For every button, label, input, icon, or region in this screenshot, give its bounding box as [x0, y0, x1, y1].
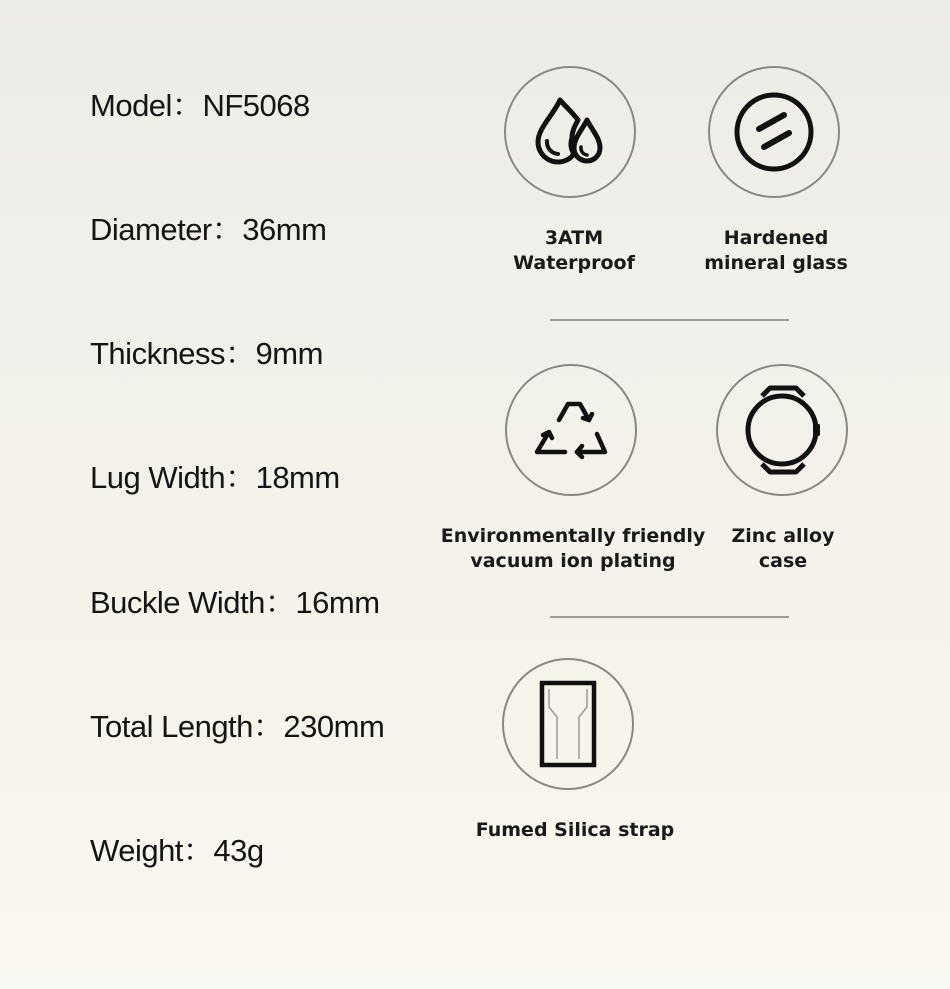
spec-value: 9mm	[255, 336, 323, 371]
strap-badge	[502, 658, 634, 790]
feature-line: mineral glass	[704, 252, 848, 274]
spec-total-length	[90, 701, 384, 746]
spec-value: 43g	[213, 833, 264, 868]
spec-label: Diameter：	[90, 212, 243, 247]
watch-case-icon	[740, 384, 824, 476]
feature-line: 3ATM	[544, 227, 604, 249]
plating-caption	[440, 524, 706, 574]
divider	[550, 319, 789, 321]
case-caption	[700, 524, 866, 574]
spec-label: Thickness：	[90, 336, 256, 371]
spec-model	[90, 80, 310, 125]
waterproof-badge	[504, 66, 636, 198]
spec-value: NF5068	[202, 88, 310, 123]
feature-line: Hardened	[723, 227, 829, 249]
spec-label: Buckle Width：	[90, 585, 296, 620]
spec-value: 18mm	[255, 460, 340, 495]
spec-label: Lug Width：	[90, 460, 256, 495]
spec-value: 16mm	[295, 585, 380, 620]
water-drops-icon	[530, 92, 610, 172]
spec-lug-width	[90, 452, 340, 497]
spec-weight	[90, 825, 264, 870]
feature-line: Fumed Silica strap	[475, 819, 675, 841]
spec-thickness	[90, 328, 323, 373]
spec-label: Weight：	[90, 833, 214, 868]
spec-value: 36mm	[242, 212, 327, 247]
waterproof-caption	[474, 226, 674, 276]
recycle-icon	[531, 390, 611, 470]
spec-label: Model：	[90, 88, 203, 123]
plating-badge	[505, 364, 637, 496]
strap-icon	[533, 679, 603, 769]
spec-label: Total Length：	[90, 709, 284, 744]
spec-buckle-width	[90, 577, 380, 622]
spec-diameter	[90, 204, 326, 249]
divider	[550, 616, 789, 618]
mineral-glass-badge	[708, 66, 840, 198]
feature-line: Waterproof	[513, 252, 635, 274]
spec-value: 230mm	[283, 709, 385, 744]
strap-caption	[470, 818, 680, 843]
case-badge	[716, 364, 848, 496]
mineral-glass-icon	[731, 89, 817, 175]
feature-line: vacuum ion plating	[470, 550, 676, 572]
mineral-glass-caption	[676, 226, 876, 276]
feature-line: case	[758, 550, 808, 572]
feature-line: Zinc alloy	[731, 525, 835, 547]
feature-line: Environmentally friendly	[440, 525, 706, 547]
